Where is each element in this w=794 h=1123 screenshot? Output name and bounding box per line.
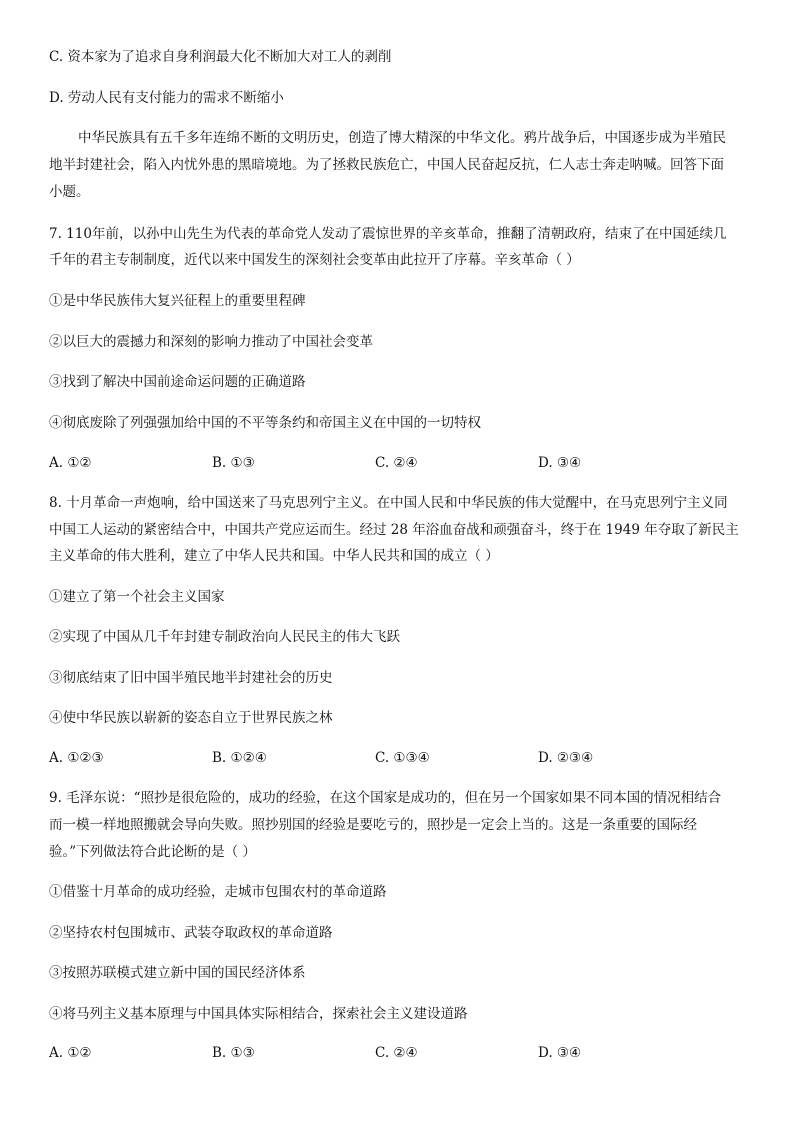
statement-item: ③按照苏联模式建立新中国的国民经济体系 (49, 965, 306, 981)
statement-item: ②实现了中国从几千年封建专制政治向人民民主的伟大飞跃 (49, 629, 400, 645)
option-c[interactable]: C. ②④ (375, 455, 418, 471)
statement-item: ④彻底废除了列强强加给中国的不平等条约和帝国主义在中国的一切特权 (49, 415, 481, 431)
passage-line: 地半封建社会，陷入内忧外患的黑暗境地。为了拯救民族危亡，中国人民奋起反抗，仁人志士奔走呐喊。回答下面 (49, 157, 724, 173)
statement-item: ④将马列主义基本原理与中国具体实际相结合，探索社会主义建设道路 (49, 1006, 468, 1022)
option-d[interactable]: D. ③④ (538, 1045, 582, 1061)
option-c[interactable]: C. ②④ (375, 1045, 418, 1061)
option-a[interactable]: A. ①② (49, 455, 92, 471)
statement-item: ①是中华民族伟大复兴征程上的重要里程碑 (49, 293, 306, 309)
prev-option-c: C. 资本家为了追求自身利润最大化不断加大对工人的剥削 (49, 49, 392, 65)
question-stem-line: 中国工人运动的紧密结合中，中国共产党应运而生。经过 28 年浴血奋战和顽强奋斗，终于在 1949 年夺取了新民主 (49, 522, 739, 538)
option-a[interactable]: A. ①②③ (49, 750, 104, 766)
passage-line: 小题。 (49, 184, 90, 200)
statement-item: ①借鉴十月革命的成功经验，走城市包围农村的革命道路 (49, 884, 387, 900)
question-stem-line: 验。”下列做法符合此论断的是（ ） (49, 844, 256, 860)
answer-options (49, 453, 755, 473)
question-stem-line: 8. 十月革命一声炮响，给中国送来了马克思列宁主义。在中国人民和中华民族的伟大觉醒中，在马克思列宁主义同 (49, 495, 728, 511)
question-stem-line: 千年的君主专制制度，近代以来中国发生的深刻社会变革由此拉开了序幕。辛亥革命（ ） (49, 252, 580, 268)
option-b[interactable]: B. ①③ (212, 455, 255, 471)
question-stem-line: 而一模一样地照搬就会导向失败。照抄别国的经验是要吃亏的，照抄是一定会上当的。这是一条重要的国际经 (49, 817, 697, 833)
statement-item: ③找到了解决中国前途命运问题的正确道路 (49, 374, 306, 390)
option-a[interactable]: A. ①② (49, 1045, 92, 1061)
question-stem-line: 9. 毛泽东说：“照抄是很危险的，成功的经验，在这个国家是成功的，但在另一个国家如果不同本国的情况相结合 (49, 790, 722, 806)
statement-item: ①建立了第一个社会主义国家 (49, 589, 225, 605)
passage-line: 中华民族具有五千多年连绵不断的文明历史，创造了博大精深的中华文化。鸦片战争后，中国逐步成为半殖民 (78, 130, 726, 146)
option-b[interactable]: B. ①③ (212, 1045, 255, 1061)
question-stem-line: 主义革命的伟大胜利，建立了中华人民共和国。中华人民共和国的成立（ ） (49, 548, 499, 564)
answer-options (49, 1043, 755, 1063)
statement-item: ③彻底结束了旧中国半殖民地半封建社会的历史 (49, 670, 333, 686)
answer-options (49, 748, 755, 768)
option-b[interactable]: B. ①②④ (212, 750, 267, 766)
question-stem-line: 7. 110年前，以孙中山先生为代表的革命党人发动了震惊世界的辛亥革命，推翻了清朝政府，结束了在中国延续几 (49, 226, 727, 242)
statement-item: ②以巨大的震撼力和深刻的影响力推动了中国社会变革 (49, 334, 373, 350)
option-d[interactable]: D. ②③④ (538, 750, 594, 766)
statement-item: ②坚持农村包围城市、武装夺取政权的革命道路 (49, 925, 333, 941)
statement-item: ④使中华民族以崭新的姿态自立于世界民族之林 (49, 710, 333, 726)
prev-option-d: D. 劳动人民有支付能力的需求不断缩小 (49, 90, 284, 106)
option-c[interactable]: C. ①③④ (375, 750, 430, 766)
option-d[interactable]: D. ③④ (538, 455, 582, 471)
